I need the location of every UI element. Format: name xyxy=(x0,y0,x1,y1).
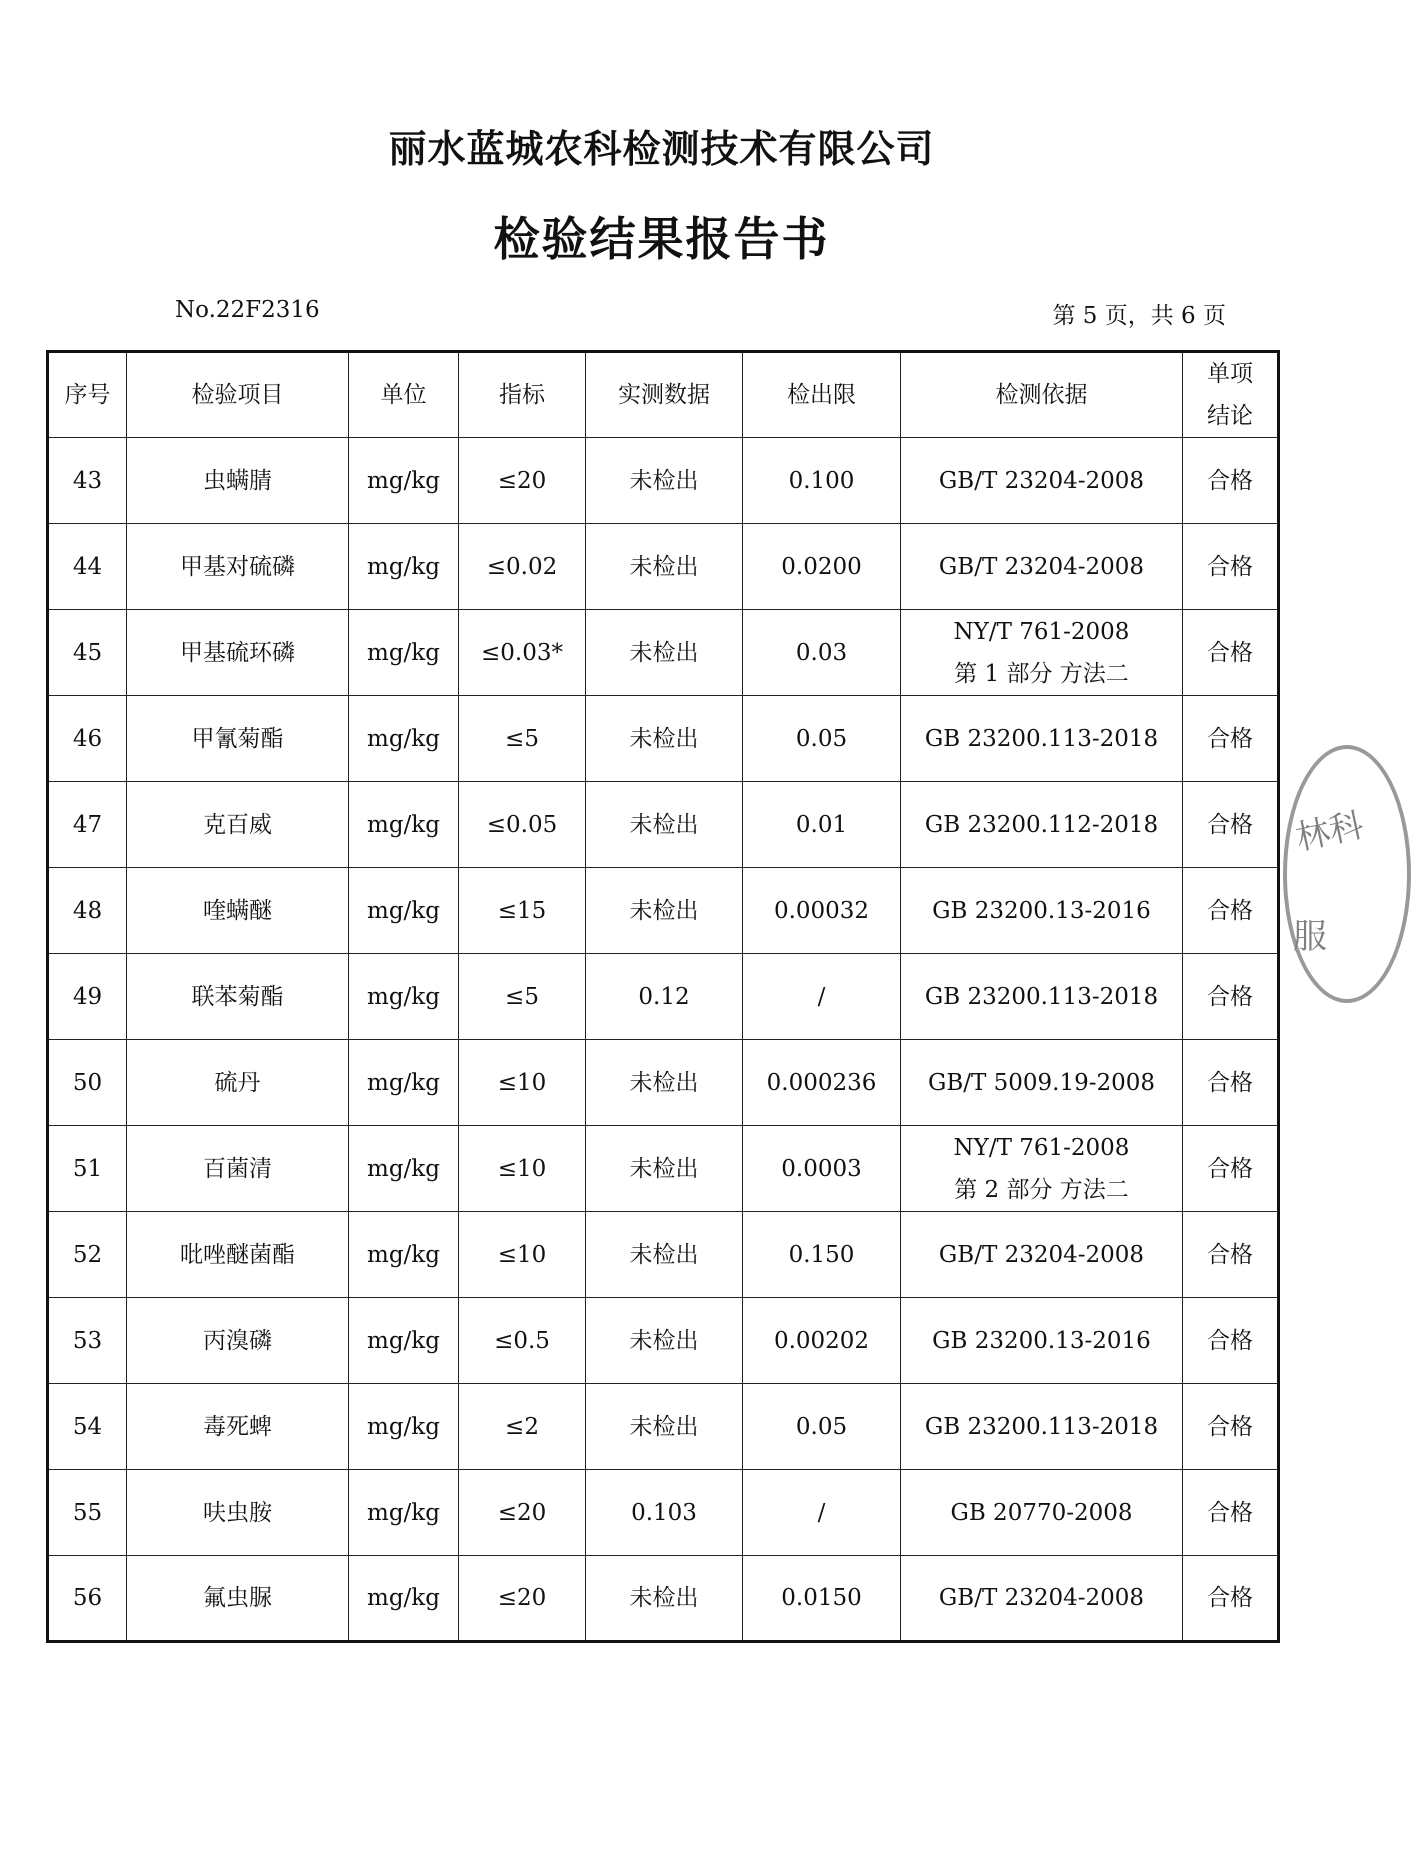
cell-result: 未检出 xyxy=(586,524,743,610)
cell-verdict: 合格 xyxy=(1183,610,1279,696)
cell-limit: ≤20 xyxy=(459,1470,586,1556)
method-line1: GB/T 23204-2008 xyxy=(938,553,1145,580)
cell-verdict: 合格 xyxy=(1183,1212,1279,1298)
cell-item: 克百威 xyxy=(127,782,349,868)
cell-unit: mg/kg xyxy=(349,1470,459,1556)
table-row xyxy=(48,868,1279,954)
document-title: 检验结果报告书 xyxy=(493,212,830,266)
cell-limit: ≤5 xyxy=(459,954,586,1040)
method-line1: GB 23200.113-2018 xyxy=(924,725,1159,752)
table-row xyxy=(48,1470,1279,1556)
cell-unit: mg/kg xyxy=(349,438,459,524)
cell-method xyxy=(901,1556,1183,1642)
method-line1: GB/T 5009.19-2008 xyxy=(927,1069,1156,1096)
method-line2: 第 2 部分 方法二 xyxy=(954,1176,1129,1203)
cell-unit: mg/kg xyxy=(349,610,459,696)
cell-lod: 0.05 xyxy=(743,696,901,782)
table-body xyxy=(48,438,1279,1642)
cell-verdict: 合格 xyxy=(1183,1556,1279,1642)
cell-result: 未检出 xyxy=(586,1126,743,1212)
cell-unit: mg/kg xyxy=(349,1040,459,1126)
method-line1: GB 23200.113-2018 xyxy=(924,1413,1159,1440)
page-indicator: 第 5 页，共 6 页 xyxy=(1052,303,1226,329)
cell-item: 吡唑醚菌酯 xyxy=(127,1212,349,1298)
cell-method xyxy=(901,610,1183,696)
cell-result: 未检出 xyxy=(586,1298,743,1384)
cell-item: 呋虫胺 xyxy=(127,1470,349,1556)
cell-result: 未检出 xyxy=(586,782,743,868)
cell-unit: mg/kg xyxy=(349,524,459,610)
method-line1: GB 20770-2008 xyxy=(950,1499,1133,1526)
col-header-item: 检验项目 xyxy=(127,352,349,438)
cell-limit: ≤2 xyxy=(459,1384,586,1470)
cell-no: 55 xyxy=(48,1470,127,1556)
table-row xyxy=(48,954,1279,1040)
cell-method xyxy=(901,1126,1183,1212)
cell-unit: mg/kg xyxy=(349,782,459,868)
cell-lod: 0.05 xyxy=(743,1384,901,1470)
table-row xyxy=(48,610,1279,696)
cell-result: 0.12 xyxy=(586,954,743,1040)
cell-no: 52 xyxy=(48,1212,127,1298)
method-line1: GB 23200.112-2018 xyxy=(924,811,1159,838)
method-line1: GB 23200.113-2018 xyxy=(924,983,1159,1010)
cell-unit: mg/kg xyxy=(349,868,459,954)
cell-verdict: 合格 xyxy=(1183,1470,1279,1556)
cell-no: 45 xyxy=(48,610,127,696)
method-line2: 第 1 部分 方法二 xyxy=(954,660,1129,687)
cell-lod: 0.03 xyxy=(743,610,901,696)
cell-result: 未检出 xyxy=(586,696,743,782)
cell-lod: 0.0200 xyxy=(743,524,901,610)
cell-no: 50 xyxy=(48,1040,127,1126)
cell-unit: mg/kg xyxy=(349,954,459,1040)
cell-limit: ≤5 xyxy=(459,696,586,782)
col-header-method: 检测依据 xyxy=(901,352,1183,438)
method-line1: NY/T 761-2008 xyxy=(953,618,1130,645)
method-line1: NY/T 761-2008 xyxy=(953,1134,1130,1161)
cell-method xyxy=(901,954,1183,1040)
cell-lod: 0.150 xyxy=(743,1212,901,1298)
cell-method xyxy=(901,696,1183,782)
cell-limit: ≤15 xyxy=(459,868,586,954)
cell-verdict: 合格 xyxy=(1183,696,1279,782)
cell-no: 46 xyxy=(48,696,127,782)
cell-no: 47 xyxy=(48,782,127,868)
table-row xyxy=(48,1040,1279,1126)
cell-lod: 0.00202 xyxy=(743,1298,901,1384)
cell-item: 甲氰菊酯 xyxy=(127,696,349,782)
cell-lod: 0.0150 xyxy=(743,1556,901,1642)
cell-item: 虫螨腈 xyxy=(127,438,349,524)
cell-lod: / xyxy=(743,954,901,1040)
cell-method xyxy=(901,1470,1183,1556)
table-row xyxy=(48,1126,1279,1212)
cell-result: 未检出 xyxy=(586,1384,743,1470)
cell-result: 未检出 xyxy=(586,610,743,696)
cell-no: 43 xyxy=(48,438,127,524)
results-table xyxy=(46,350,1280,1643)
cell-no: 44 xyxy=(48,524,127,610)
col-header-verdict-line1: 单项 xyxy=(1207,361,1253,387)
cell-item: 丙溴磷 xyxy=(127,1298,349,1384)
cell-result: 未检出 xyxy=(586,1212,743,1298)
cell-verdict: 合格 xyxy=(1183,1040,1279,1126)
cell-result: 0.103 xyxy=(586,1470,743,1556)
cell-lod: 0.0003 xyxy=(743,1126,901,1212)
cell-unit: mg/kg xyxy=(349,696,459,782)
cell-verdict: 合格 xyxy=(1183,782,1279,868)
col-header-verdict-line2: 结论 xyxy=(1207,403,1253,429)
seal-stamp xyxy=(1283,745,1411,1003)
table-row xyxy=(48,1212,1279,1298)
cell-item: 联苯菊酯 xyxy=(127,954,349,1040)
cell-method xyxy=(901,1212,1183,1298)
cell-result: 未检出 xyxy=(586,868,743,954)
col-header-verdict xyxy=(1183,352,1279,438)
cell-item: 甲基对硫磷 xyxy=(127,524,349,610)
cell-method xyxy=(901,1384,1183,1470)
table-row xyxy=(48,1384,1279,1470)
table-row xyxy=(48,524,1279,610)
cell-verdict: 合格 xyxy=(1183,524,1279,610)
cell-limit: ≤0.5 xyxy=(459,1298,586,1384)
cell-unit: mg/kg xyxy=(349,1126,459,1212)
table-row xyxy=(48,1556,1279,1642)
cell-no: 49 xyxy=(48,954,127,1040)
cell-item: 毒死蜱 xyxy=(127,1384,349,1470)
cell-item: 百菌清 xyxy=(127,1126,349,1212)
cell-limit: ≤0.03* xyxy=(459,610,586,696)
method-line1: GB/T 23204-2008 xyxy=(938,1585,1145,1611)
cell-limit: ≤20 xyxy=(459,438,586,524)
cell-unit: mg/kg xyxy=(349,1384,459,1470)
cell-unit: mg/kg xyxy=(349,1212,459,1298)
cell-verdict: 合格 xyxy=(1183,1126,1279,1212)
cell-lod: / xyxy=(743,1470,901,1556)
cell-verdict: 合格 xyxy=(1183,868,1279,954)
seal-text-bottom: 服 xyxy=(1293,917,1327,957)
cell-result: 未检出 xyxy=(586,1556,743,1642)
cell-method xyxy=(901,438,1183,524)
cell-method xyxy=(901,1298,1183,1384)
cell-no: 53 xyxy=(48,1298,127,1384)
cell-verdict: 合格 xyxy=(1183,438,1279,524)
cell-unit: mg/kg xyxy=(349,1556,459,1642)
cell-limit: ≤10 xyxy=(459,1126,586,1212)
cell-item: 氟虫脲 xyxy=(127,1556,349,1642)
table-row xyxy=(48,782,1279,868)
table-row xyxy=(48,696,1279,782)
cell-item: 硫丹 xyxy=(127,1040,349,1126)
company-name: 丽水蓝城农科检测技术有限公司 xyxy=(388,127,935,171)
cell-verdict: 合格 xyxy=(1183,1298,1279,1384)
col-header-no: 序号 xyxy=(48,352,127,438)
cell-no: 56 xyxy=(48,1556,127,1642)
cell-item: 甲基硫环磷 xyxy=(127,610,349,696)
cell-limit: ≤10 xyxy=(459,1212,586,1298)
cell-method xyxy=(901,782,1183,868)
table-row xyxy=(48,438,1279,524)
col-header-lod: 检出限 xyxy=(743,352,901,438)
cell-verdict: 合格 xyxy=(1183,954,1279,1040)
cell-no: 51 xyxy=(48,1126,127,1212)
cell-method xyxy=(901,868,1183,954)
method-line1: GB 23200.13-2016 xyxy=(932,897,1151,924)
cell-result: 未检出 xyxy=(586,1040,743,1126)
cell-limit: ≤0.02 xyxy=(459,524,586,610)
cell-method xyxy=(901,524,1183,610)
cell-limit: ≤10 xyxy=(459,1040,586,1126)
col-header-limit: 指标 xyxy=(459,352,586,438)
cell-method xyxy=(901,1040,1183,1126)
col-header-result: 实测数据 xyxy=(586,352,743,438)
cell-lod: 0.01 xyxy=(743,782,901,868)
table-row xyxy=(48,1298,1279,1384)
cell-lod: 0.100 xyxy=(743,438,901,524)
cell-no: 48 xyxy=(48,868,127,954)
report-number: No.22F2316 xyxy=(175,297,320,323)
method-line1: GB/T 23204-2008 xyxy=(938,467,1145,494)
seal-text-top: 林科 xyxy=(1292,805,1368,859)
method-line1: GB/T 23204-2008 xyxy=(938,1241,1145,1268)
table-header-row xyxy=(48,352,1279,438)
cell-limit: ≤0.05 xyxy=(459,782,586,868)
method-line1: GB 23200.13-2016 xyxy=(932,1327,1151,1354)
cell-verdict: 合格 xyxy=(1183,1384,1279,1470)
col-header-unit: 单位 xyxy=(349,352,459,438)
cell-no: 54 xyxy=(48,1384,127,1470)
cell-lod: 0.00032 xyxy=(743,868,901,954)
cell-unit: mg/kg xyxy=(349,1298,459,1384)
cell-item: 喹螨醚 xyxy=(127,868,349,954)
cell-result: 未检出 xyxy=(586,438,743,524)
cell-lod: 0.000236 xyxy=(743,1040,901,1126)
cell-limit: ≤20 xyxy=(459,1556,586,1642)
